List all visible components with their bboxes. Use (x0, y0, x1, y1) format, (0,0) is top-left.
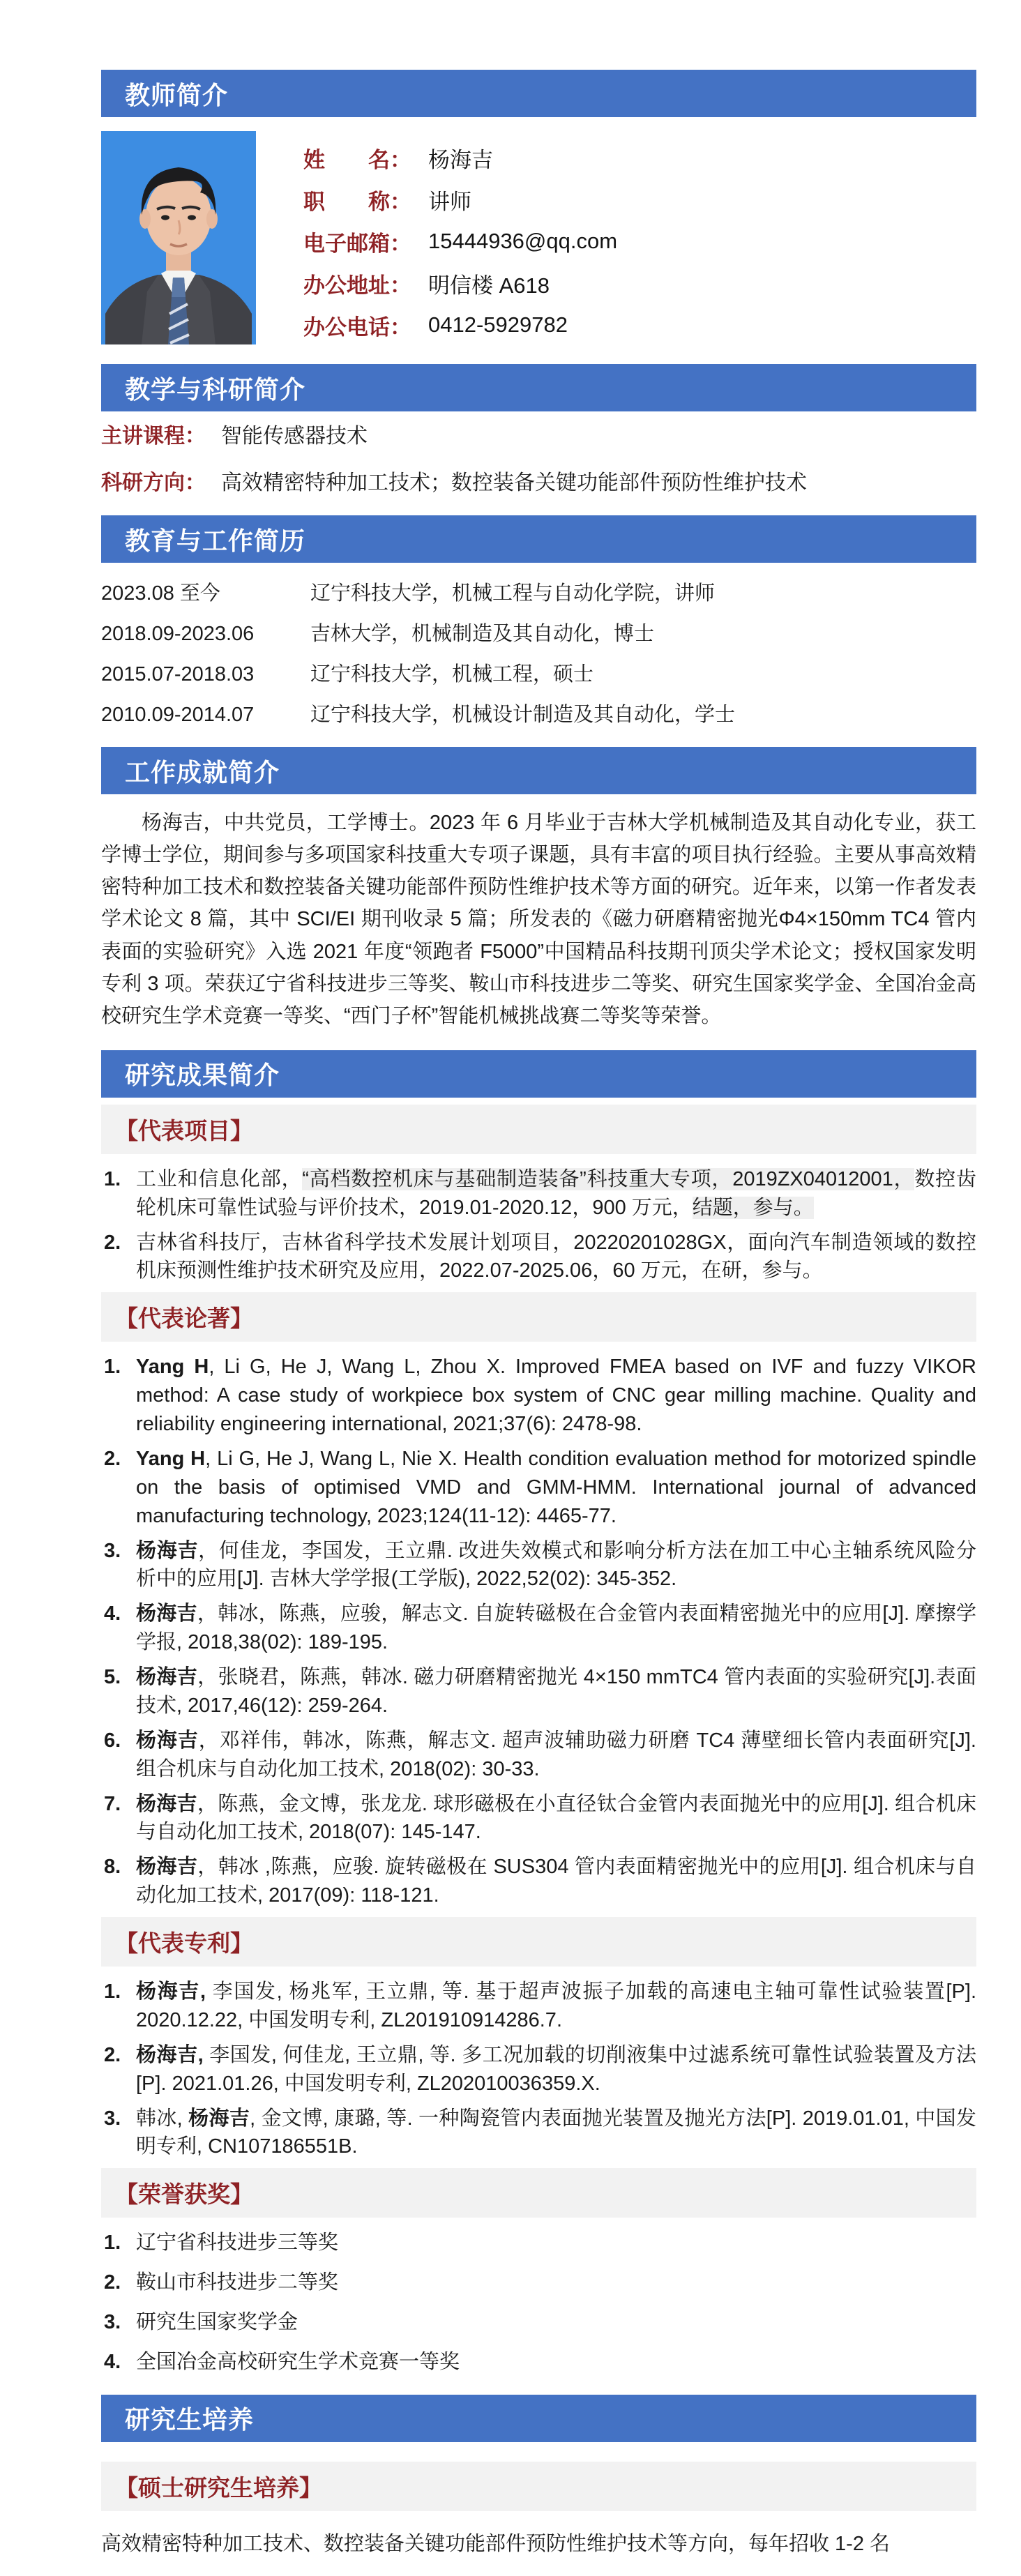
publications-heading: 【代表论著】 (101, 1292, 976, 1342)
research-direction-label: 科研方向： (101, 471, 206, 494)
detail: 辽宁科技大学，机械工程，硕士 (310, 663, 594, 686)
award-text: 全国冶金高校研究生学术竞赛一等奖 (136, 2350, 460, 2373)
field-label: 职 称： (303, 189, 411, 214)
publication-item (101, 1790, 976, 1847)
section-header-teacher-intro (101, 70, 976, 117)
period: 2015.07-2018.03 (101, 663, 255, 686)
research-direction-value: 高效精密特种加工技术；数控装备关键功能部件预防性维护技术 (221, 471, 807, 494)
achievement-paragraph: 杨海吉，中共党员，工学博士。2023 年 6 月毕业于吉林大学机械制造及其自动化专业，获工学博士学位，期间参与多项国家科技重大专项子课题，具有丰富的项目执行经验。主要从事高效精密特种加工技术和数控装备关键功能部件预防性维护技术等方面的研究。近年来，以第一作者发表学术论文 8 篇，其中 SCI/EI 期刊收录 5 篇；所发表的《磁力研磨精密抛光Φ4×150mm TC4 管内表面的实验研究》入选 2021 年度“领跑者 F5000”中国精品科技期刊顶尖学术论文；授权国家发明专利 3 项。荣获辽宁省科技进步三等奖、鞍山市科技进步二等奖、研究生国家奖学金、全国冶金高校研究生学术竞赛一等奖、“西门子杯”智能机械挑战赛二等奖等荣誉。 (101, 812, 976, 1027)
patent-text: 韩冰, 杨海吉, 金文博, 康璐, 等. 一种陶瓷管内表面抛光装置及抛光方法[P]. 2019.01.01, 中国发明专利, CN107186551B. (136, 2107, 976, 2158)
award-text: 研究生国家奖学金 (136, 2311, 298, 2334)
section-title: 教学与科研简介 (125, 374, 306, 404)
publications-list (101, 1353, 976, 1910)
courses-label: 主讲课程： (101, 425, 206, 448)
profile-photo (101, 131, 256, 344)
publication-item (101, 1600, 976, 1657)
publication-text: 杨海吉，韩冰，陈燕，应骏，解志文. 自旋转磁极在合金管内表面精密抛光中的应用[J]. 摩擦学学报, 2018,38(02): 189-195. (136, 1603, 976, 1654)
detail: 辽宁科技大学，机械设计制造及其自动化，学士 (310, 704, 736, 727)
awards-heading: 【荣誉获奖】 (101, 2168, 976, 2218)
publication-item (101, 1853, 976, 1910)
award-item (101, 2268, 976, 2297)
field-office-address (303, 262, 617, 304)
project-text: 工业和信息化部，“高档数控机床与基础制造装备”科技重大专项，2019ZX04012001，数控齿轮机床可靠性试验与评价技术，2019.01-2020.12，900 万元，结题，参与。 (136, 1167, 976, 1219)
patent-item (101, 1978, 976, 2035)
award-item (101, 2229, 976, 2257)
section-header-education-work (101, 515, 976, 563)
publication-text: 杨海吉，陈燕，金文博，张龙龙. 球形磁极在小直径钛合金管内表面抛光中的应用[J]. 组合机床与自动化加工技术, 2018(07): 145-147. (136, 1792, 976, 1844)
section-header-graduate-training (101, 2395, 976, 2442)
publication-item (101, 1445, 976, 1531)
section-title: 研究成果简介 (125, 1061, 280, 1090)
section-title: 教育与工作简历 (125, 526, 306, 555)
patent-item (101, 2041, 976, 2098)
field-office-phone (303, 304, 617, 346)
section-header-research-results (101, 1050, 976, 1098)
publication-text: 杨海吉，邓祥伟，韩冰，陈燕，解志文. 超声波辅助磁力研磨 TC4 薄壁细长管内表面研究[J]. 组合机床与自动化加工技术, 2018(02): 30-33. (136, 1729, 976, 1780)
field-name (303, 137, 617, 179)
teaching-block (101, 423, 976, 497)
education-block (101, 579, 976, 729)
field-value: 15444936@qq.com (428, 229, 618, 253)
detail: 吉林大学，机械制造及其自动化，博士 (310, 623, 655, 646)
publication-item (101, 1727, 976, 1784)
section-title: 工作成就简介 (125, 757, 280, 787)
courses-row (101, 423, 976, 451)
education-row (101, 579, 976, 607)
field-value: 讲师 (428, 189, 471, 214)
award-item (101, 2348, 976, 2377)
field-email (303, 220, 617, 262)
project-text: 吉林省科技厅，吉林省科学技术发展计划项目，20220201028GX，面向汽车制造领域的数控机床预测性维护技术研究及应用，2022.07-2025.06，60 万元，在研，参与。 (136, 1231, 976, 1282)
project-item (101, 1229, 976, 1286)
field-label: 姓 名： (303, 147, 411, 172)
project-item (101, 1165, 976, 1222)
patents-heading: 【代表专利】 (101, 1917, 976, 1967)
projects-list (101, 1165, 976, 1286)
patent-text: 杨海吉, 李国发, 何佳龙, 王立鼎, 等. 多工况加载的切削液集中过滤系统可靠性试验装置及方法[P]. 2021.01.26, 中国发明专利, ZL202010036359.X. (136, 2043, 976, 2095)
award-item (101, 2308, 976, 2337)
period: 2018.09-2023.06 (101, 623, 255, 646)
publication-item (101, 1537, 976, 1594)
publication-text: Yang H, Li G, He J, Wang L, Zhou X. Improved FMEA based on IVF and fuzzy VIKOR method: A case study of workpiece box system of CNC gear milling machine. Quality and reliability engineering international, 2021;37(6): 2478-98. (136, 1356, 976, 1436)
master-training-heading: 【硕士研究生培养】 (101, 2462, 976, 2511)
field-value: 杨海吉 (428, 147, 493, 172)
section-title: 研究生培养 (125, 2405, 255, 2434)
research-direction-row (101, 469, 976, 498)
profile-block (101, 131, 976, 346)
field-title (303, 179, 617, 220)
profile-fields (303, 131, 617, 346)
period: 2023.08 至今 (101, 582, 220, 605)
publication-item (101, 1663, 976, 1720)
graduate-training-text: 高效精密特种加工技术、数控装备关键功能部件预防性维护技术等方向，每年招收 1-2 名 (101, 2532, 891, 2555)
detail: 辽宁科技大学，机械工程与自动化学院，讲师 (310, 582, 716, 605)
publication-text: 杨海吉，张晓君，陈燕，韩冰. 磁力研磨精密抛光 4×150 mmTC4 管内表面的实验研究[J].表面技术, 2017,46(12): 259-264. (136, 1666, 976, 1717)
courses-value: 智能传感器技术 (221, 425, 368, 448)
education-row (101, 701, 976, 729)
section-header-work-achievement (101, 747, 976, 794)
id-photo-illustration (101, 131, 256, 344)
awards-list (101, 2229, 976, 2377)
field-value: 0412-5929782 (428, 312, 568, 337)
education-row (101, 620, 976, 648)
award-text: 鞍山市科技进步二等奖 (136, 2271, 339, 2294)
publication-text: Yang H, Li G, He J, Wang L, Nie X. Health condition evaluation method for motorized spindle on the basis of optimised VMD and GMM-HMM. International journal of advanced manufacturing technology, 2023;124(11-12): 4465-77. (136, 1447, 976, 1527)
field-value: 明信楼 A618 (428, 273, 550, 298)
patents-list (101, 1978, 976, 2161)
period: 2010.09-2014.07 (101, 704, 255, 727)
field-label: 办公地址： (303, 273, 411, 298)
field-label: 办公电话： (303, 315, 411, 340)
section-title: 教师简介 (125, 80, 229, 109)
patent-text: 杨海吉, 李国发, 杨兆军, 王立鼎, 等. 基于超声波振子加载的高速电主轴可靠性试验装置[P]. 2020.12.22, 中国发明专利, ZL201910914286.7. (136, 1980, 977, 2031)
publication-item (101, 1353, 976, 1439)
award-text: 辽宁省科技进步三等奖 (136, 2232, 339, 2255)
publication-text: 杨海吉，何佳龙，李国发，王立鼎. 改进失效模式和影响分析方法在加工中心主轴系统风险分析中的应用[J]. 吉林大学学报(工学版), 2022,52(02): 345-352. (136, 1539, 976, 1591)
field-label: 电子邮箱： (303, 231, 411, 256)
education-row (101, 660, 976, 688)
patent-item (101, 2105, 976, 2162)
projects-heading: 【代表项目】 (101, 1105, 976, 1154)
section-header-teaching-research (101, 364, 976, 411)
publication-text: 杨海吉，韩冰 ,陈燕，应骏. 旋转磁极在 SUS304 管内表面精密抛光中的应用[J]. 组合机床与自动化加工技术, 2017(09): 118-121. (136, 1856, 976, 1907)
